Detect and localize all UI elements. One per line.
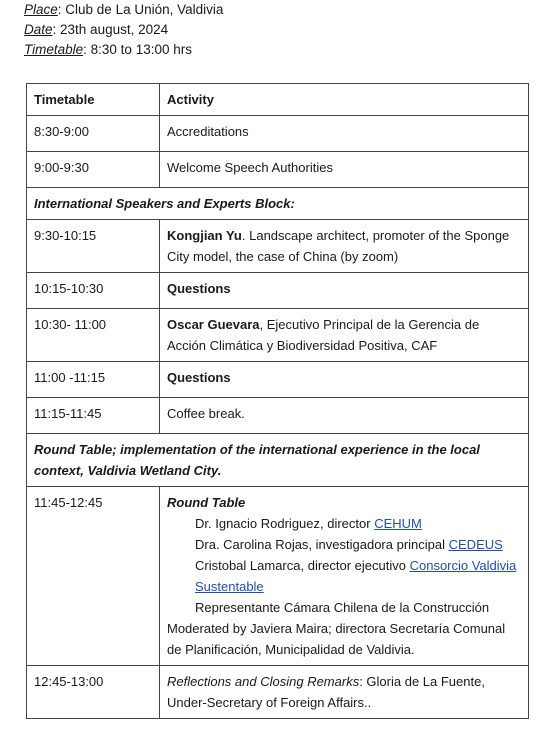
section-row <box>27 188 529 220</box>
timetable-label: Timetable <box>24 42 84 57</box>
panelist-1 <box>167 513 521 534</box>
activity-cell <box>160 666 529 719</box>
activity-cell: Welcome Speech Authorities <box>160 152 529 188</box>
activity-cell <box>160 220 529 273</box>
table-row <box>27 487 529 666</box>
consorcio-link[interactable]: Consorcio Valdivia Sustentable <box>195 558 517 594</box>
column-header-timetable: Timetable <box>27 84 160 116</box>
activity-cell: Coffee break. <box>160 398 529 434</box>
activity-cell: Questions <box>160 273 529 309</box>
time-cell: 11:00 -11:15 <box>27 362 160 398</box>
panelist-2 <box>167 534 521 555</box>
agenda-table <box>26 83 529 719</box>
date-value: : 23th august, 2024 <box>52 22 169 37</box>
speaker-name: Oscar Guevara <box>167 317 260 332</box>
round-table-title: Round Table <box>167 495 246 510</box>
activity-cell <box>160 309 529 362</box>
event-details <box>24 0 223 60</box>
place-line <box>24 0 223 20</box>
column-header-activity: Activity <box>160 84 529 116</box>
activity-cell: Questions <box>160 362 529 398</box>
speaker-name: Kongjian Yu <box>167 228 242 243</box>
time-cell: 12:45-13:00 <box>27 666 160 719</box>
place-value: : Club de La Unión, Valdivia <box>57 2 224 17</box>
section-title: International Speakers and Experts Block: <box>27 188 529 220</box>
closing-title: Reflections and Closing Remarks <box>167 674 360 689</box>
section-title: Round Table; implementation of the international experience in the local context, Valdivia Wetland City. <box>27 434 529 487</box>
timetable-value: : 8:30 to 13:00 hrs <box>83 42 192 57</box>
section-row <box>27 434 529 487</box>
speaker-description: . Landscape architect, promoter of the Sponge City model, the case of China (by zoom) <box>167 228 510 264</box>
place-label: Place <box>24 2 58 17</box>
panelist-3 <box>167 555 521 597</box>
time-cell: 8:30-9:00 <box>27 116 160 152</box>
table-row <box>27 273 529 309</box>
time-cell: 10:30- 11:00 <box>27 309 160 362</box>
time-cell: 11:15-11:45 <box>27 398 160 434</box>
table-header-row <box>27 84 529 116</box>
time-cell: 11:45-12:45 <box>27 487 160 666</box>
speaker-description: , Ejecutivo Principal de la Gerencia de Acción Climática y Biodiversidad Positiva, CAF <box>167 317 480 353</box>
panelist-4: Representante Cámara Chilena de la Construcción <box>195 600 490 615</box>
table-row <box>27 152 529 188</box>
activity-cell <box>160 487 529 666</box>
table-row <box>27 362 529 398</box>
date-line <box>24 20 223 40</box>
panelist-text: Cristobal Lamarca, director ejecutivo <box>195 558 410 573</box>
table-row <box>27 116 529 152</box>
time-cell: 9:30-10:15 <box>27 220 160 273</box>
panelist-text: Dra. Carolina Rojas, investigadora principal <box>195 537 449 552</box>
cedeus-link[interactable]: CEDEUS <box>448 537 503 552</box>
table-row <box>27 666 529 719</box>
activity-cell: Accreditations <box>160 116 529 152</box>
table-row <box>27 309 529 362</box>
time-cell: 10:15-10:30 <box>27 273 160 309</box>
table-row <box>27 220 529 273</box>
panelist-text: Dr. Ignacio Rodriguez, director <box>195 516 375 531</box>
date-label: Date <box>24 22 53 37</box>
table-row <box>27 398 529 434</box>
moderator-text: Moderated by Javiera Maira; directora Secretaría Comunal de Planificación, Municipalidad de Valdivia. <box>167 621 506 657</box>
closing-text: : Gloria de La Fuente, Under-Secretary of Foreign Affairs.. <box>167 674 485 710</box>
cehum-link[interactable]: CEHUM <box>374 516 422 531</box>
timetable-line <box>24 40 223 60</box>
time-cell: 9:00-9:30 <box>27 152 160 188</box>
